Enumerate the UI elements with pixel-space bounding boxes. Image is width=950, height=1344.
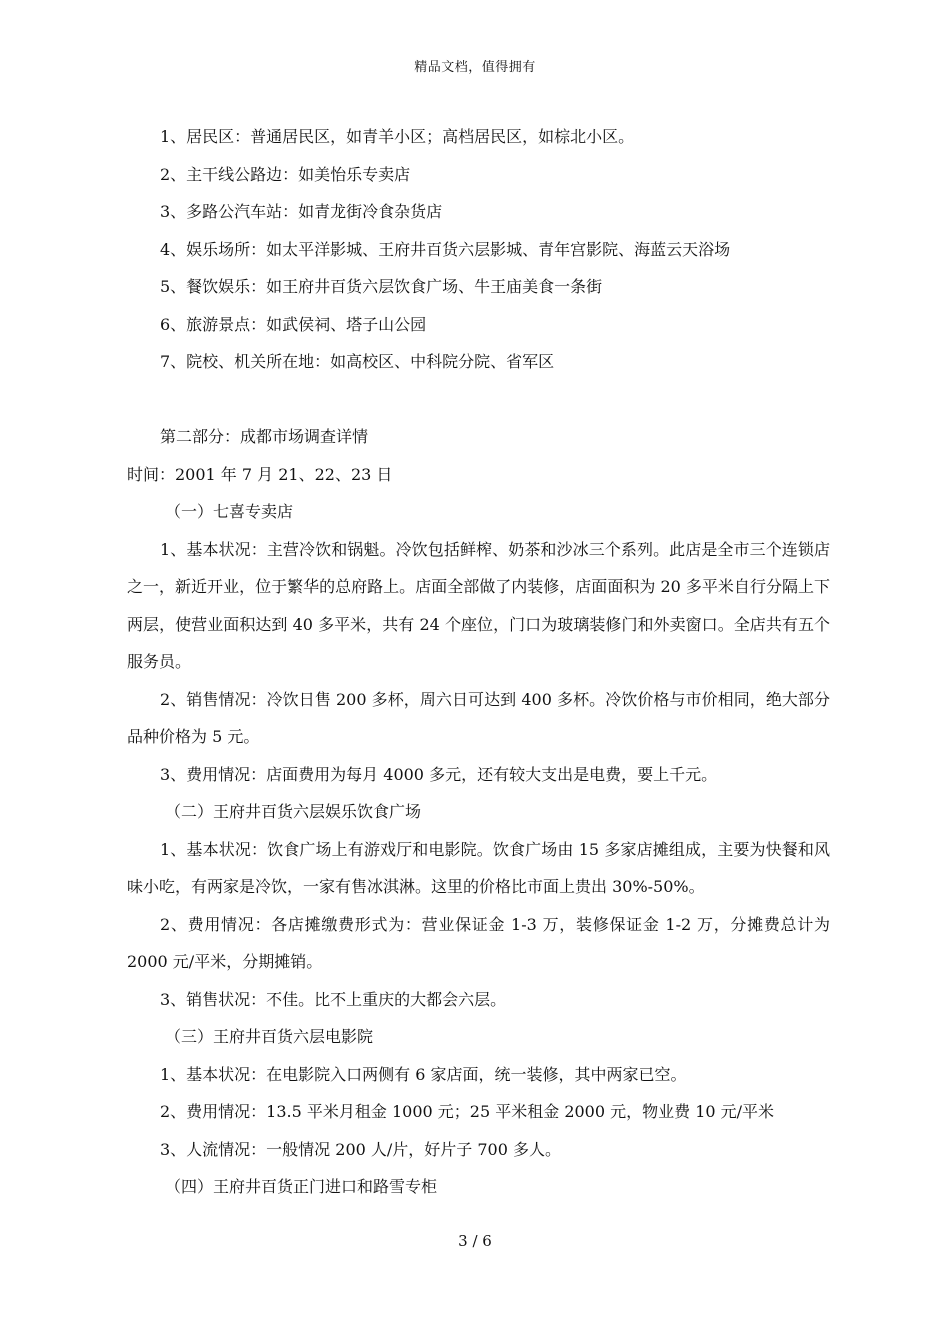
paragraph: 2、销售情况：冷饮日售 200 多杯，周六日可达到 400 多杯。冷饮价格与市价相同，绝大部分品种价格为 5 元。	[127, 689, 830, 746]
subsection-heading: （一）七喜专卖店	[165, 502, 294, 521]
page-header: 精品文档，值得拥有	[414, 60, 536, 75]
list-item: 2、主干线公路边：如美怡乐专卖店	[160, 164, 411, 184]
list-item: 7、院校、机关所在地：如高校区、中科院分院、省军区	[160, 352, 555, 371]
blank-line	[127, 381, 830, 419]
list-item: 1、居民区：普通居民区，如青羊小区；高档居民区，如棕北小区。	[160, 127, 635, 146]
subsection-heading: （二）王府井百货六层娱乐饮食广场	[165, 802, 422, 821]
subsection-heading: （三）王府井百货六层电影院	[165, 1027, 374, 1046]
paragraph: 1、基本状况：在电影院入口两侧有 6 家店面，统一装修，其中两家已空。	[160, 1064, 687, 1084]
paragraph: 1、基本状况：饮食广场上有游戏厅和电影院。饮食广场由 15 多家店摊组成，主要为快餐和风味小吃，有两家是冷饮，一家有售冰淇淋。这里的价格比市面上贵出 30%-50%。	[127, 839, 830, 896]
paragraph: 3、销售状况：不佳。比不上重庆的大都会六层。	[160, 989, 507, 1009]
paragraph: 2、费用情况：13.5 平米月租金 1000 元；25 平米租金 2000 元，物业费 10 元/平米	[160, 1102, 775, 1121]
paragraph: 3、费用情况：店面费用为每月 4000 多元，还有较大支出是电费，要上千元。	[160, 764, 718, 784]
list-item: 3、多路公汽车站：如青龙街冷食杂货店	[160, 202, 443, 221]
paragraph: 3、人流情况：一般情况 200 人/片，好片子 700 多人。	[160, 1139, 561, 1159]
list-item: 6、旅游景点：如武侯祠、塔子山公园	[160, 314, 427, 334]
survey-time: 时间：2001 年 7 月 21、22、23 日	[127, 464, 393, 484]
paragraph: 2、费用情况：各店摊缴费形式为：营业保证金 1-3 万，装修保证金 1-2 万，分摊费总计为 2000 元/平米，分期摊销。	[127, 914, 830, 971]
list-item: 5、餐饮娱乐：如王府井百货六层饮食广场、牛王庙美食一条街	[160, 277, 603, 296]
paragraph: 1、基本状况：主营冷饮和锅魁。冷饮包括鲜榨、奶茶和沙冰三个系列。此店是全市三个连锁店之一，新近开业，位于繁华的总府路上。店面全部做了内装修，店面面积为 20 多平米自行分隔上下两层，使营业面积达到 40 多平米，共有 24 个座位，门口为玻璃装修门和外卖窗口。全店共有五个服务员。	[127, 539, 830, 671]
section-title: 第二部分：成都市场调查详情	[160, 427, 369, 446]
list-item: 4、娱乐场所：如太平洋影城、王府井百货六层影城、青年宫影院、海蓝云天浴场	[160, 239, 731, 259]
page-number: 3 / 6	[458, 1232, 492, 1250]
document-body	[127, 118, 830, 1206]
subsection-heading: （四）王府井百货正门进口和路雪专柜	[165, 1177, 438, 1196]
